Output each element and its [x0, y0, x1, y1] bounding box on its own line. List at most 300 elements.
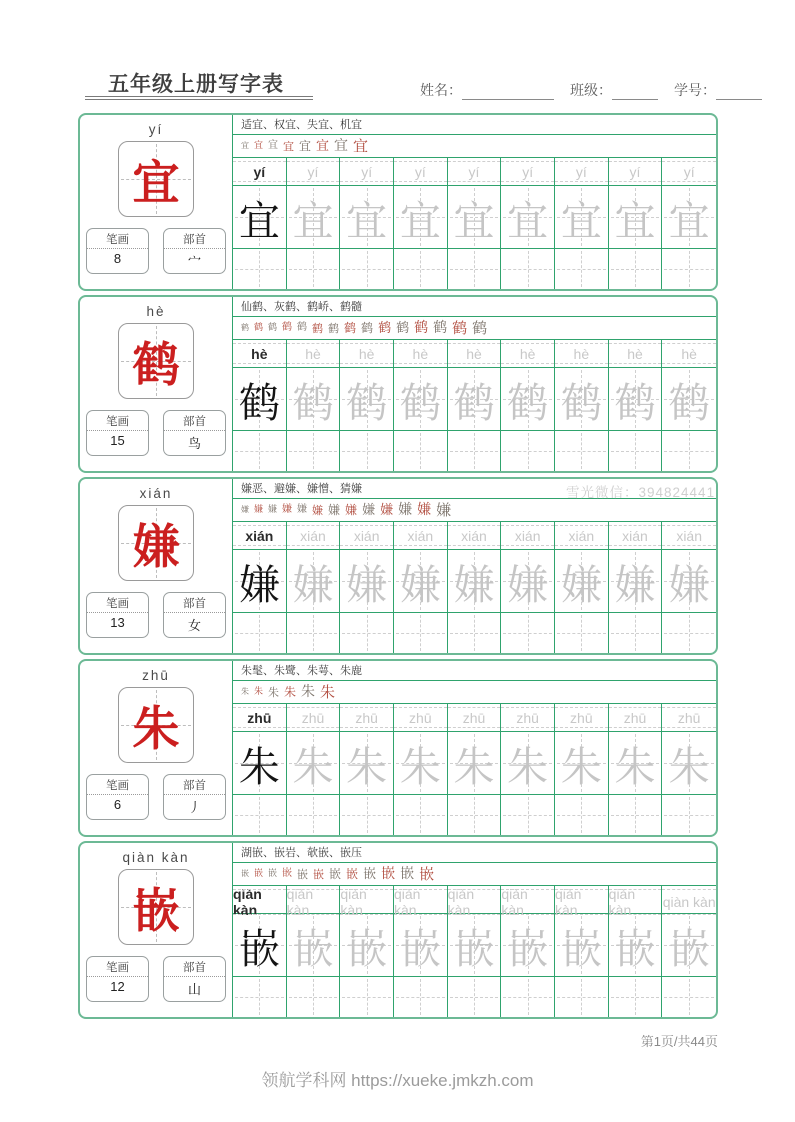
- cell-guide-hline: [557, 997, 606, 998]
- pinyin-trace-cell: xián: [340, 522, 394, 549]
- pinyin-model-cell: qiàn kàn: [233, 886, 287, 918]
- cell-guide-hline: [342, 815, 391, 816]
- pinyin-trace-cell: hè: [555, 340, 609, 367]
- stroke-step-glyph: 鹤: [433, 320, 448, 336]
- stroke-step-glyph: 嫌: [436, 500, 452, 519]
- character-trace-cell: [448, 186, 502, 248]
- stroke-step-glyph: 嵌: [329, 867, 342, 881]
- character-trace-cell: [555, 368, 609, 430]
- trace-character: 宜: [346, 196, 388, 245]
- character-trace-cell: [340, 914, 394, 976]
- stroke-step-glyph: 鹤: [378, 320, 392, 336]
- pinyin-trace-cell: xián: [662, 522, 716, 549]
- character-trace-cell: [501, 368, 555, 430]
- character-trace-cell: [662, 186, 716, 248]
- trace-character: 鹤: [614, 378, 656, 427]
- empty-write-cell[interactable]: [340, 977, 394, 1017]
- trace-character: 鹤: [560, 378, 602, 427]
- cell-guide-hline: [450, 997, 499, 998]
- page-indicator: 第1页/共44页: [640, 1034, 718, 1049]
- stroke-count-box: [86, 228, 149, 274]
- cell-guide-hline: [342, 997, 391, 998]
- radical-value: 丿: [187, 800, 201, 815]
- empty-write-cell[interactable]: [448, 977, 502, 1017]
- trace-character: 嫌: [292, 560, 334, 609]
- cell-guide-hline: [557, 815, 606, 816]
- empty-write-cell[interactable]: [662, 977, 716, 1017]
- pinyin-row: [233, 340, 716, 368]
- stroke-step-glyph: 嫌: [345, 503, 358, 517]
- cell-guide-hline: [611, 997, 660, 998]
- trace-character: 朱: [453, 742, 495, 791]
- pinyin-model-cell: hè: [233, 340, 287, 367]
- stroke-step-glyph: 朱: [268, 685, 280, 699]
- stroke-step-glyph: 嫌: [328, 503, 341, 517]
- cell-guide-hline: [503, 997, 552, 998]
- character-box: [118, 869, 194, 945]
- pinyin-row: [233, 704, 716, 732]
- character-block: [78, 295, 718, 473]
- radical-value: 鸟: [187, 436, 201, 451]
- empty-practice-row: [233, 249, 716, 289]
- character-row: [233, 550, 716, 613]
- trace-character: 嵌: [668, 924, 710, 973]
- stroke-step-glyph: 宜: [299, 139, 312, 153]
- stroke-step-glyph: 鹤: [472, 318, 488, 337]
- pinyin-trace-cell: yí: [555, 158, 609, 185]
- character-info-panel: [80, 479, 233, 653]
- practice-blocks: [78, 113, 718, 1023]
- pinyin-row: [233, 158, 716, 186]
- stroke-count-label: 笔画: [87, 229, 148, 249]
- trace-character: 嫌: [346, 560, 388, 609]
- empty-write-cell[interactable]: [394, 977, 448, 1017]
- character-box: [118, 505, 194, 581]
- trace-character: 嫌: [560, 560, 602, 609]
- cell-guide-hline: [235, 997, 284, 998]
- trace-character: 朱: [560, 742, 602, 791]
- cell-guide-hline: [611, 815, 660, 816]
- pinyin-trace-cell: hè: [609, 340, 663, 367]
- empty-practice-row: [233, 613, 716, 653]
- character-trace-cell: [609, 550, 663, 612]
- stroke-step-glyph: 嵌: [254, 868, 264, 879]
- stroke-step-glyph: 鹤: [452, 318, 468, 337]
- empty-write-cell[interactable]: [287, 977, 341, 1017]
- cell-guide-hline: [503, 815, 552, 816]
- character-trace-cell: [662, 732, 716, 794]
- stroke-step-glyph: 鹤: [344, 321, 357, 335]
- trace-character: 嵌: [399, 924, 441, 973]
- character-model-cell: [233, 550, 287, 612]
- trace-character: 嫌: [453, 560, 495, 609]
- character-trace-cell: [394, 368, 448, 430]
- empty-write-cell[interactable]: [555, 977, 609, 1017]
- trace-character: 朱: [292, 742, 334, 791]
- stroke-step-glyph: 嫌: [417, 502, 432, 518]
- stroke-step-glyph: 嵌: [346, 867, 359, 881]
- character-trace-cell: [340, 186, 394, 248]
- id-blank[interactable]: [716, 84, 762, 100]
- cell-guide-hline: [342, 633, 391, 634]
- radical-label: 部首: [164, 411, 225, 431]
- cell-guide-hline: [289, 815, 338, 816]
- stroke-count-box: [86, 410, 149, 456]
- trace-character: 嫌: [399, 560, 441, 609]
- pinyin-trace-cell: yí: [448, 158, 502, 185]
- empty-practice-row: [233, 977, 716, 1017]
- student-fields: [420, 80, 778, 100]
- empty-write-cell[interactable]: [609, 431, 663, 471]
- character-row: [233, 186, 716, 249]
- character-trace-cell: [555, 914, 609, 976]
- character-trace-cell: [287, 550, 341, 612]
- stroke-step-glyph: 嵌: [282, 868, 293, 879]
- pinyin-label: yí: [148, 122, 164, 137]
- empty-write-cell[interactable]: [287, 795, 341, 835]
- cell-guide-hline: [396, 997, 445, 998]
- character-row: [233, 732, 716, 795]
- stroke-step-glyph: 嵌: [241, 869, 249, 878]
- character-trace-cell: [394, 186, 448, 248]
- empty-write-cell[interactable]: [233, 249, 287, 289]
- trace-character: 宜: [560, 196, 602, 245]
- empty-write-cell[interactable]: [555, 613, 609, 653]
- stroke-step-glyph: 鹤: [282, 322, 293, 333]
- cell-guide-hline: [235, 451, 284, 452]
- practice-grid: [233, 115, 716, 289]
- pinyin-trace-cell: qiàn kàn: [662, 886, 716, 918]
- empty-write-cell[interactable]: [609, 795, 663, 835]
- stroke-step-glyph: 嫌: [268, 504, 278, 515]
- stroke-step-glyph: 宜: [316, 138, 330, 154]
- pinyin-trace-cell: zhū: [340, 704, 394, 731]
- name-blank[interactable]: [462, 84, 554, 100]
- pinyin-trace-cell: xián: [609, 522, 663, 549]
- pinyin-trace-cell: zhū: [501, 704, 555, 731]
- stroke-order-row: [233, 681, 716, 704]
- empty-write-cell[interactable]: [448, 795, 502, 835]
- empty-write-cell[interactable]: [394, 613, 448, 653]
- pinyin-trace-cell: yí: [340, 158, 394, 185]
- stroke-step-glyph: 嵌: [419, 864, 435, 883]
- trace-character: 鹤: [399, 378, 441, 427]
- trace-character: 宜: [292, 196, 334, 245]
- main-character: 鹤: [132, 337, 180, 393]
- trace-character: 嫌: [614, 560, 656, 609]
- empty-write-cell[interactable]: [394, 431, 448, 471]
- cell-guide-hline: [396, 451, 445, 452]
- cell-guide-hline: [664, 451, 714, 452]
- character-trace-cell: [448, 368, 502, 430]
- pinyin-model-cell: yí: [233, 158, 287, 185]
- stroke-step-glyph: 宜: [353, 136, 369, 155]
- info-boxes: [80, 956, 232, 1002]
- empty-write-cell[interactable]: [501, 431, 555, 471]
- pinyin-trace-cell: yí: [609, 158, 663, 185]
- empty-write-cell[interactable]: [233, 795, 287, 835]
- practice-grid: [233, 661, 716, 835]
- character-trace-cell: [287, 186, 341, 248]
- stroke-step-glyph: 嫌: [398, 502, 413, 518]
- trace-character: 朱: [346, 742, 388, 791]
- pinyin-trace-cell: zhū: [555, 704, 609, 731]
- watermark: 雪光微信：394824441: [566, 485, 716, 500]
- character-trace-cell: [555, 550, 609, 612]
- empty-write-cell[interactable]: [609, 249, 663, 289]
- stroke-step-glyph: 嫌: [297, 504, 308, 515]
- stroke-order-row: [233, 135, 716, 158]
- pinyin-trace-cell: yí: [501, 158, 555, 185]
- stroke-step-glyph: 鹤: [254, 322, 264, 333]
- trace-character: 鹤: [668, 378, 710, 427]
- character-block: [78, 113, 718, 291]
- radical-box: [163, 228, 226, 274]
- empty-write-cell[interactable]: [662, 613, 716, 653]
- stroke-step-glyph: 宜: [254, 140, 264, 151]
- pinyin-trace-cell: zhū: [609, 704, 663, 731]
- empty-write-cell[interactable]: [555, 249, 609, 289]
- pinyin-trace-cell: qiàn kàn: [609, 886, 663, 918]
- pinyin-trace-cell: zhū: [394, 704, 448, 731]
- stroke-count-label: 笔画: [87, 593, 148, 613]
- empty-write-cell[interactable]: [340, 795, 394, 835]
- trace-character: 嵌: [346, 924, 388, 973]
- trace-character: 鹤: [346, 378, 388, 427]
- character-info-panel: [80, 843, 233, 1017]
- stroke-count-value: 12: [110, 979, 125, 994]
- cell-guide-hline: [450, 451, 499, 452]
- character-trace-cell: [501, 732, 555, 794]
- stroke-order-row: [233, 499, 716, 522]
- class-field-group: [570, 80, 658, 100]
- character-info-panel: [80, 297, 233, 471]
- info-boxes: [80, 592, 232, 638]
- stroke-count-value: 6: [113, 797, 122, 812]
- character-model-cell: [233, 186, 287, 248]
- info-boxes: [80, 228, 232, 274]
- radical-box: [163, 410, 226, 456]
- trace-character: 朱: [399, 742, 441, 791]
- empty-practice-row: [233, 431, 716, 471]
- character-trace-cell: [340, 732, 394, 794]
- trace-character: 鹤: [507, 378, 549, 427]
- character-trace-cell: [609, 186, 663, 248]
- stroke-step-glyph: 嵌: [363, 866, 377, 882]
- info-boxes: [80, 774, 232, 820]
- stroke-step-glyph: 朱: [254, 686, 264, 697]
- empty-write-cell[interactable]: [394, 249, 448, 289]
- empty-write-cell[interactable]: [662, 249, 716, 289]
- trace-character: 宜: [614, 196, 656, 245]
- character-trace-cell: [448, 914, 502, 976]
- empty-write-cell[interactable]: [233, 977, 287, 1017]
- pinyin-model-cell: xián: [233, 522, 287, 549]
- trace-character: 嵌: [560, 924, 602, 973]
- empty-write-cell[interactable]: [340, 431, 394, 471]
- empty-write-cell[interactable]: [609, 977, 663, 1017]
- pinyin-trace-cell: zhū: [287, 704, 341, 731]
- pinyin-trace-cell: hè: [287, 340, 341, 367]
- cell-guide-hline: [503, 269, 552, 270]
- pinyin-row: [233, 522, 716, 550]
- stroke-step-glyph: 宜: [268, 140, 279, 151]
- trace-character: 朱: [668, 742, 710, 791]
- stroke-step-glyph: 鹤: [312, 321, 324, 335]
- empty-write-cell[interactable]: [555, 795, 609, 835]
- site-credit: 领航学科网 https://xueke.jmkzh.com: [261, 1071, 534, 1090]
- id-field-group: [674, 80, 762, 100]
- empty-write-cell[interactable]: [662, 795, 716, 835]
- empty-write-cell[interactable]: [501, 249, 555, 289]
- main-character: 朱: [132, 701, 180, 757]
- stroke-count-value: 13: [110, 615, 125, 630]
- stroke-count-box: [86, 956, 149, 1002]
- trace-character: 嵌: [453, 924, 495, 973]
- pinyin-trace-cell: yí: [662, 158, 716, 185]
- character-row: [233, 368, 716, 431]
- stroke-step-glyph: 嵌: [381, 866, 396, 882]
- character-trace-cell: [394, 732, 448, 794]
- name-label: 姓名：: [420, 82, 462, 98]
- class-blank[interactable]: [612, 84, 658, 100]
- empty-write-cell[interactable]: [555, 431, 609, 471]
- pinyin-trace-cell: hè: [394, 340, 448, 367]
- empty-write-cell[interactable]: [501, 613, 555, 653]
- radical-value: 宀: [187, 254, 201, 269]
- character-trace-cell: [501, 186, 555, 248]
- pinyin-trace-cell: hè: [448, 340, 502, 367]
- cell-guide-hline: [664, 269, 714, 270]
- trace-character: 嫌: [668, 560, 710, 609]
- pinyin-trace-cell: qiàn kàn: [287, 886, 341, 918]
- pinyin-trace-cell: xián: [555, 522, 609, 549]
- stroke-order-row: [233, 863, 716, 886]
- stroke-step-glyph: 朱: [301, 684, 316, 700]
- id-label: 学号：: [674, 82, 716, 98]
- empty-write-cell[interactable]: [448, 613, 502, 653]
- pinyin-trace-cell: zhū: [662, 704, 716, 731]
- character-model-cell: [233, 368, 287, 430]
- character-trace-cell: [394, 550, 448, 612]
- trace-character: 朱: [507, 742, 549, 791]
- cell-guide-hline: [503, 451, 552, 452]
- character-info-panel: [80, 661, 233, 835]
- pinyin-trace-cell: xián: [448, 522, 502, 549]
- trace-character: 嵌: [292, 924, 334, 973]
- empty-write-cell[interactable]: [287, 613, 341, 653]
- pinyin-trace-cell: hè: [662, 340, 716, 367]
- class-label: 班级：: [570, 82, 612, 98]
- empty-write-cell[interactable]: [501, 795, 555, 835]
- cell-guide-hline: [664, 997, 714, 998]
- cell-guide-hline: [557, 451, 606, 452]
- character-info-panel: [80, 115, 233, 289]
- trace-character: 嫌: [507, 560, 549, 609]
- example-words: 适宜、权宜、失宜、机宜: [233, 115, 716, 135]
- stroke-count-value: 15: [110, 433, 125, 448]
- character-trace-cell: [448, 550, 502, 612]
- empty-write-cell[interactable]: [287, 431, 341, 471]
- pinyin-trace-cell: zhū: [448, 704, 502, 731]
- stroke-step-glyph: 鹤: [414, 320, 429, 336]
- trace-character: 嵌: [507, 924, 549, 973]
- empty-write-cell[interactable]: [233, 613, 287, 653]
- stroke-step-glyph: 鹤: [241, 323, 249, 332]
- practice-grid: [233, 297, 716, 471]
- trace-character: 宜: [507, 196, 549, 245]
- trace-character: 宜: [668, 196, 710, 245]
- stroke-step-glyph: 嵌: [268, 868, 278, 879]
- practice-grid: [233, 843, 716, 1017]
- character-trace-cell: [609, 368, 663, 430]
- trace-character: 朱: [614, 742, 656, 791]
- pinyin-trace-cell: yí: [287, 158, 341, 185]
- stroke-order-row: [233, 317, 716, 340]
- empty-write-cell[interactable]: [233, 431, 287, 471]
- example-words: 湖嵌、嵌岩、欹嵌、嵌压: [233, 843, 716, 863]
- stroke-count-label: 笔画: [87, 775, 148, 795]
- pinyin-label: qiàn kàn: [122, 850, 190, 865]
- empty-write-cell[interactable]: [609, 613, 663, 653]
- empty-write-cell[interactable]: [662, 431, 716, 471]
- character-trace-cell: [394, 914, 448, 976]
- cell-guide-hline: [450, 269, 499, 270]
- page-title: 五年级上册写字表: [108, 73, 284, 96]
- trace-character: 朱: [238, 742, 280, 791]
- empty-write-cell[interactable]: [340, 249, 394, 289]
- radical-label: 部首: [164, 593, 225, 613]
- cell-guide-hline: [235, 815, 284, 816]
- empty-write-cell[interactable]: [448, 431, 502, 471]
- character-trace-cell: [501, 914, 555, 976]
- empty-write-cell[interactable]: [394, 795, 448, 835]
- empty-write-cell[interactable]: [340, 613, 394, 653]
- stroke-count-label: 笔画: [87, 411, 148, 431]
- cell-guide-hline: [396, 633, 445, 634]
- pinyin-label: hè: [146, 304, 166, 319]
- radical-box: [163, 956, 226, 1002]
- character-block: [78, 659, 718, 837]
- stroke-step-glyph: 朱: [320, 682, 336, 701]
- stroke-count-value: 8: [113, 251, 122, 266]
- radical-label: 部首: [164, 957, 225, 977]
- stroke-step-glyph: 嫌: [380, 502, 394, 518]
- empty-write-cell[interactable]: [287, 249, 341, 289]
- cell-guide-hline: [235, 633, 284, 634]
- empty-write-cell[interactable]: [448, 249, 502, 289]
- character-row: [233, 914, 716, 977]
- trace-character: 宜: [453, 196, 495, 245]
- character-trace-cell: [287, 732, 341, 794]
- cell-guide-hline: [396, 269, 445, 270]
- character-trace-cell: [555, 732, 609, 794]
- character-box: [118, 141, 194, 217]
- example-words: 仙鹤、灰鹤、鹤峤、鹤髓: [233, 297, 716, 317]
- stroke-step-glyph: 鹤: [396, 320, 410, 336]
- stroke-step-glyph: 朱: [284, 685, 297, 699]
- cell-guide-hline: [557, 269, 606, 270]
- empty-write-cell[interactable]: [501, 977, 555, 1017]
- stroke-step-glyph: 嫌: [312, 503, 324, 517]
- character-model-cell: [233, 732, 287, 794]
- stroke-step-glyph: 宜: [283, 139, 295, 153]
- cell-guide-hline: [611, 269, 660, 270]
- pinyin-trace-cell: qiàn kàn: [555, 886, 609, 918]
- pinyin-trace-cell: qiàn kàn: [340, 886, 394, 918]
- empty-practice-row: [233, 795, 716, 835]
- radical-label: 部首: [164, 229, 225, 249]
